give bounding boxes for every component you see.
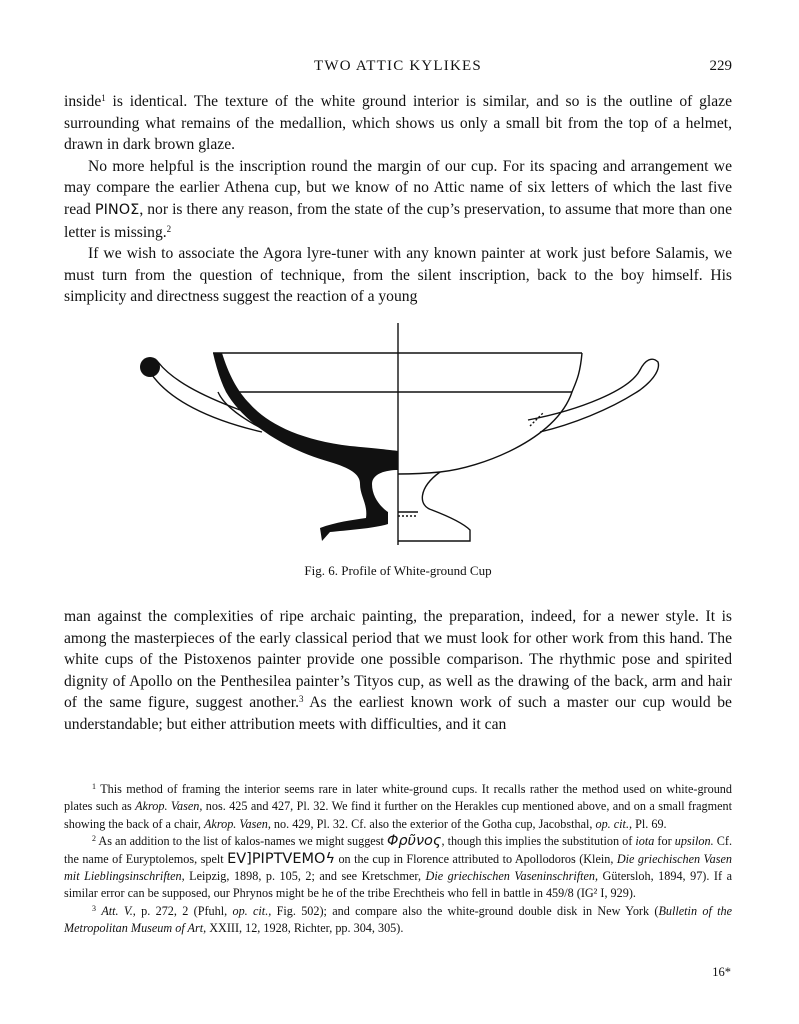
page-number: 229	[709, 58, 732, 74]
footnotes	[64, 781, 732, 938]
paragraph: man against the complexities of ripe archaic painting, the preparation, indeed, for a newer style. It is among the masterpieces of the early classical period that we must look for other work from this hand. The white cups of the Pistoxenos painter provide one possible comparison. The rhythmic pose and spirited dignity of Apollo on the Penthesilea painter’s Tityos cup, as well as the drawing of the back, arm and hair of the same figure, suggest another.$^3$ As the earliest known work of such a master our cup would be understandable; but either attribution meets with difficulties, and it can	[64, 608, 732, 733]
footnote-ref: 3	[299, 694, 304, 705]
inscription-text: ΡΙΝΟΣ	[94, 201, 140, 218]
footnote-mark: 3	[92, 903, 96, 913]
body-text-bottom	[64, 606, 732, 736]
footnote: $^3$ Att. V., p. 272, 2 (Pfuhl, op. cit., Fig. 502); and compare also the white-ground double disk in New York (Bulletin of the Metropolitan Museum of Art, XXIII, 12, 1928, Richter, pp. 304, 305).	[64, 903, 733, 936]
paragraph: inside$^1$ is identical. The texture of the white ground interior is similar, and so is the outline of glaze surrounding what remains of the medallion, which shows us only a small bit from the top of a helmet, drawn in dark brown glaze.	[64, 93, 732, 154]
figure-caption: Fig. 6. Profile of White-ground Cup	[304, 563, 492, 578]
cup-profile-drawing	[130, 320, 670, 550]
footnote-mark: 1	[92, 782, 96, 791]
handle-section-dot	[140, 357, 160, 377]
footnote: $^1$ This method of framing the interior seems rare in later white-ground cups. It recalls rather the method used on white-ground plates such as Akrop. Vasen, nos. 425 and 427, Pl. 32. We find it further on the Herakles cup mentioned above, and on a small fragment showing the back of a chair, Akrop. Vasen, no. 429, Pl. 32. Cf. also the exterior of the Gotha cup, Jacobsthal, op. cit., Pl. 69.	[64, 782, 732, 831]
inscription-text: EV]ΡΙΡΤVΕΜΟϟ	[227, 850, 336, 867]
paragraph: No more helpful is the inscription round the margin of our cup. For its spacing and arrangement we may compare the earlier Athena cup, but we know of no Attic name of six letters of which the last five read ΡΙΝΟΣ, nor is there any reason, from the state of the cup’s preservation, to assume that more than one letter is missing.$^2$	[64, 157, 733, 241]
cup-profile-figure	[130, 320, 670, 550]
footnote-ref: 1	[101, 93, 106, 103]
footnote-ref: 2	[166, 223, 172, 234]
paragraph: If we wish to associate the Agora lyre-tuner with any known painter at work just before Salamis, we must turn from the question of technique, from the silent inscription, back to the boy himself. His simplicity and directness suggest the reaction of a young	[64, 245, 732, 306]
body-text-top	[64, 91, 732, 308]
footnote: $^2$ As an addition to the list of kalos-names we might suggest Φρῦνος, though this implies the substitution of iota for upsilon. Cf. the name of Euryptolemos, spelt EV]ΡΙΡΤVΕΜΟϟ on the cup in Florence attributed to Apollodoros (Klein, Die griechischen Vasen mit Lieblingsinschriften, Leipzig, 1898, p. 105, 2; and see Kretschmer, Die griechischen Vaseninschriften, Gütersloh, 1894, 97). If a similar error can be supposed, our Phrynos might be he of the tribe Erechtheis who fell in battle in 459/8 (IG² I, 929).	[64, 833, 732, 901]
footnote-mark: 2	[92, 834, 96, 844]
running-title: TWO ATTIC KYLIKES	[314, 58, 482, 74]
signature-mark: 16*	[712, 965, 731, 979]
cup-section-profile	[213, 353, 398, 541]
handle-right	[528, 359, 658, 432]
running-header	[64, 58, 732, 78]
foot-right	[398, 472, 470, 541]
